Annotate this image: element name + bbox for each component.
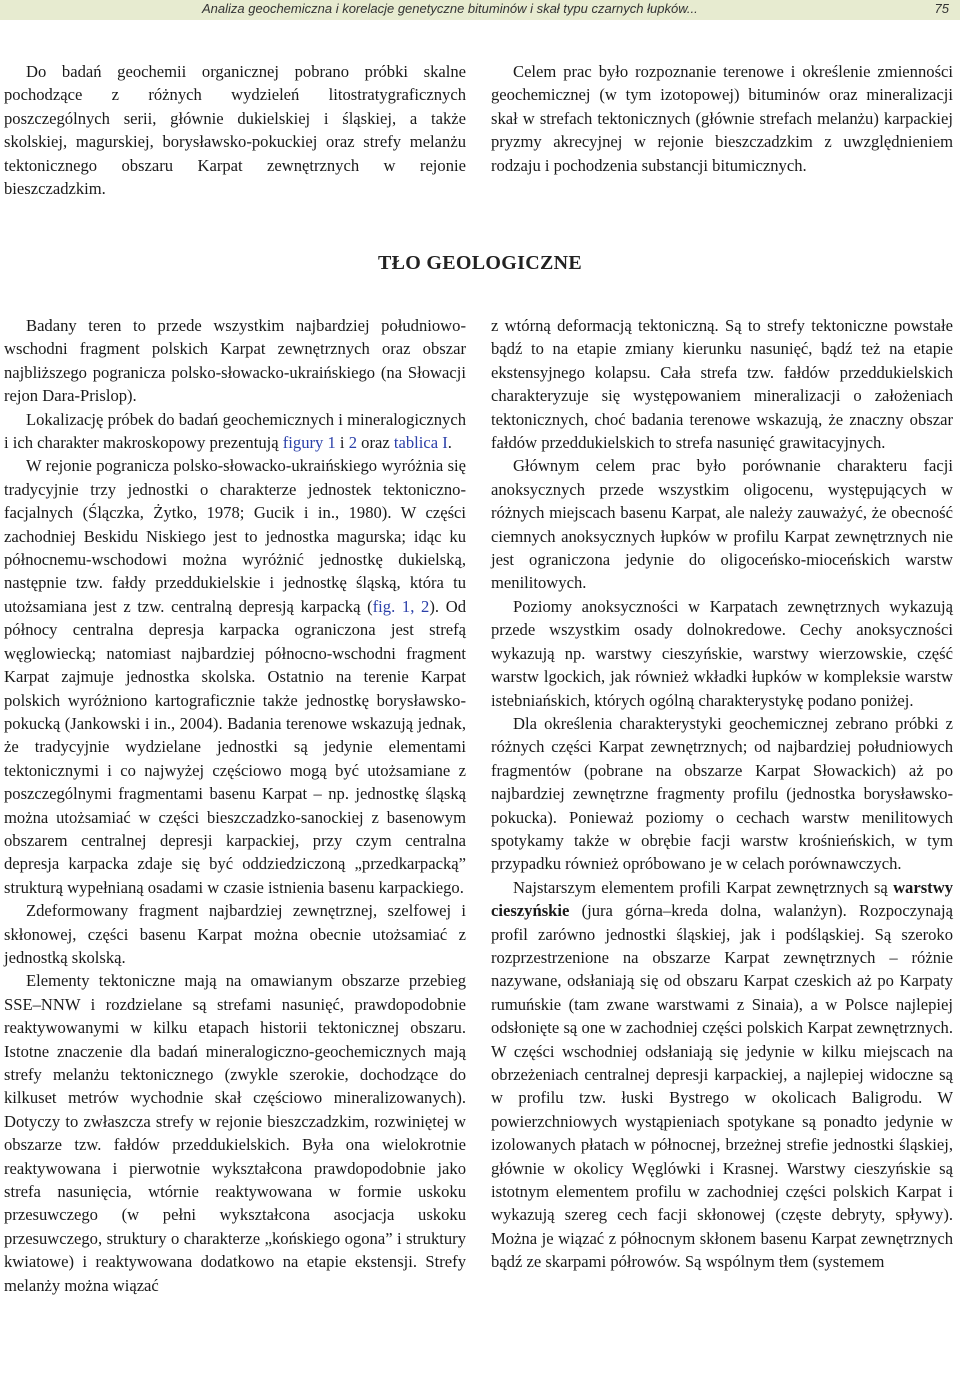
paragraph: Badany teren to przede wszystkim najbardziej południowo-wschodni fragment polskich Karpat zewnętrznych oraz obszar najbliższego pogranicza polsko-słowacko-ukraińskiego (na Słowacji rejon Dara-Prislop).: [4, 316, 466, 406]
paragraph: [4, 408, 466, 455]
paragraph-text: W rejonie pogranicza polsko-słowacko-ukraińskiego wyróżnia się tradycyjnie trzy jednostki o charakterze jednostek tektoniczno-facjalnych (Ślączka, Żytko, 1978; Gucik i in., 1980). W części zachodniej Beskidu Niskiego jest to jednostka magurska; idąc ku północnemu-wschodowi można wyróżnić jednostkę dukielską, następnie tzw. fałdy przeddukielskie i jednostkę śląską, która tu utożsamiana jest z tzw. centralną depresją karpacką (: [4, 456, 466, 616]
intro-right-paragraph: Celem prac było rozpoznanie terenowe i określenie zmienności geochemicznej (w tym izotopowej) bituminów oraz mineralizacji skał w strefach tektonicznych (głównie strefach melanżu) karpackiej pryzmy akrecyjnej w rejonie bieszczadzkim z uwzględnieniem rodzaju i pochodzenia substancji bitumicznych.: [491, 62, 953, 175]
paragraph: z wtórną deformacją tektoniczną. Są to strefy tektoniczne powstałe bądź to na etapie zmiany kierunku nasunięć, bądź też na etapie ekstensyjnego kolapsu. Cała strefa tzw. fałdów przeddukielskich charakteryzuje się występowaniem mineralizacji o założeniach tektonicznych, choć badania terenowe wskazują, że znaczny obszar fałdów przeddukielskich to strefa nasunięć grawitacyjnych.: [491, 316, 953, 453]
intro-left-paragraph: Do badań geochemii organicznej pobrano próbki skalne pochodzące z różnych wydzieleń litostratygraficznych poszczególnych serii, głównie dukielskiej i śląskiej, a także skolskiej, magurskiej, borysławsko-pokuckiej oraz strefy melanżu tektonicznego obszaru Karpat zewnętrznych w rejonie bieszczadzkim.: [4, 62, 466, 199]
paragraph: Głównym celem prac było porównanie charakteru facji anoksycznych przede wszystkim oligocenu, występujących w różnych miejscach basenu Karpat, ale należy zauważyć, że obecność ciemnych anoksycznych łupków w profilu Karpat zewnętrznych nie jest ograniczona jedynie do oligoceńsko-mioceńskich warstw menilitowych.: [491, 456, 953, 593]
paragraph-text: Lokalizację próbek do badań geochemicznych i mineralogicznych i ich charakter makroskopowy prezentują: [4, 409, 466, 453]
paragraph: Poziomy anoksyczności w Karpatach zewnętrznych wykazują przede wszystkim osady dolnokredowe. Cechy anoksyczności wykazują np. warstwy cieszyńskie, warstwy wierzowskie, część warstw lgockich, jak również wkładki łupków w kompleksie warstw istebniańskich, których ogólną charakterystykę podano poniżej.: [491, 596, 953, 710]
running-title: Analiza geochemiczna i korelacje genetyczne bituminów i skał typu czarnych łupków...: [202, 1, 698, 16]
paragraph: [4, 454, 466, 899]
paragraph-text: ). Od północy centralna depresja karpacka ograniczona jest strefą węglowiecką; natomiast najbardziej północno-wschodni fragment Karpat zajmuje jednostka skolska. Ostatnio na terenie Karpat polskich wyróżniono kartograficznie także jednostkę borysławsko-pokucką (Jankowski i in., 2004). Badania terenowe wskazują jednak, że tradycyjnie wydzielane jednostki są jedynie elementami tektonicznymi i co najwyżej częściowo mogą być utożsamiane z poszczególnymi fragmentami basenu Karpat – np. jednostkę śląską można utożsamiać w części bieszczadzko-sanockiej z basenowym obszarem centralnej depresji karpackiej, przy czym centralna depresja karpacka zdaje się być oddziedziczoną „przedkarpacką” strukturą wypełnianą osadami w czasie istnienia basenu karpackiego.: [4, 596, 466, 897]
paragraph: Elementy tektoniczne mają na omawianym obszarze przebieg SSE–NNW i rozdzielane są strefami nasunięć, prawdopodobnie reaktywowanymi w kilku etapach historii tektonicznej obszaru. Istotne znaczenie dla badań mineralogiczno-geochemicznych mają strefy melanżu tektonicznego (zwykle szerokie, dochodzące do kilkuset metrów wychodnie skał częściowo mineralizowanych). Dotyczy to zwłaszcza strefy w rejonie bieszczadzkim, rozwiniętej w obszarze tzw. fałdów przeddukielskich. Była ona wielokrotnie reaktywowana i pierwotnie wykształcona prawdopodobnie jako strefa nasunięcia, wtórnie reaktywowana w formie uskoku przesuwczego (w pełni wykształcona asocjacja uskoku przesuwczego, struktury o charakterze „końskiego ogona” i struktury kwiatowe) i reaktywowana dodatkowo na etapie ekstensji. Strefy melanży można wiązać: [4, 971, 466, 1295]
intro-left-column: [4, 60, 466, 200]
plate-link[interactable]: tablica I: [393, 433, 448, 453]
left-column: [4, 314, 466, 1297]
paragraph-text: oraz: [361, 433, 390, 453]
right-column: [491, 314, 953, 1274]
figure-link[interactable]: figury 1: [282, 433, 336, 453]
running-header: [0, 0, 960, 20]
paragraph-text: Najstarszym elementem profili Karpat zewnętrznych są: [513, 877, 888, 897]
paragraph-text: .: [447, 433, 452, 453]
intro-right-column: [491, 60, 953, 177]
paragraph-text: (jura górna–kreda dolna, walanżyn). Rozpoczynają profil zarówno jednostki śląskiej, jak i podśląskiej. Są szeroko rozprzestrzenione na obszarze Karpat zewnętrznych – różnie nazywane, odsłaniają się od obszaru Karpat czeskich aż po Karpaty rumuńskie (tam zwane warstwami z Sinaia), a w Polsce najlepiej odsłonięte są one w zachodniej części polskich Karpat zewnętrznych. W części wschodniej odsłaniają się jedynie w kilku miejscach na obrzeżeniach centralnej depresji karpackiej, a najlepiej widoczne są w profilu tzw. łuski Bystrego w okolicach Baligrodu. W powierzchniowych wystąpieniach spotykane są ponadto jedynie w izolowanych płatach w północnej, brzeżnej strefie jednostki śląskiej, głównie w okolicy Węglówki i Krasnej. Warstwy cieszyńskie są istotnym elementem profilu w zachodniej części polskich Karpat i wykazują szereg cech facji skłonowej (częste debryty, spływy). Można je wiązać z północnym skłonem basenu Karpat zewnętrznych bądź ze skarpami półrowów. Są wspólnym tłem (systemem: [491, 901, 953, 1272]
paragraph: Dla określenia charakterystyki geochemicznej zebrano próbki z różnych części Karpat zewnętrznych; od najbardziej południowych fragmentów (pobrane na obszarze Karpat Słowackich) aż po najbardziej zewnętrzne fragmenty profilu (jednostka borysławsko-pokucka). Ponieważ poziomy o cechach warstw menilitowych spotykamy także w obrębie facji warstw krośnieńskich, w tym przypadku również opróbowano je w celach porównawczych.: [491, 713, 953, 874]
section-heading: TŁO GEOLOGICZNE: [378, 252, 582, 274]
paragraph: Zdeformowany fragment najbardziej zewnętrznej, szelfowej i skłonowej, części basenu Karpat można obecnie utożsamiać z jednostką skolską.: [4, 901, 466, 967]
figure-link[interactable]: fig. 1, 2: [372, 596, 430, 616]
bold-term: warstwy cieszyńskie: [491, 877, 953, 921]
paragraph: [491, 876, 953, 1274]
paragraph-text: i: [339, 433, 345, 453]
page-number: 75: [934, 1, 949, 16]
figure-link[interactable]: 2: [348, 433, 357, 453]
